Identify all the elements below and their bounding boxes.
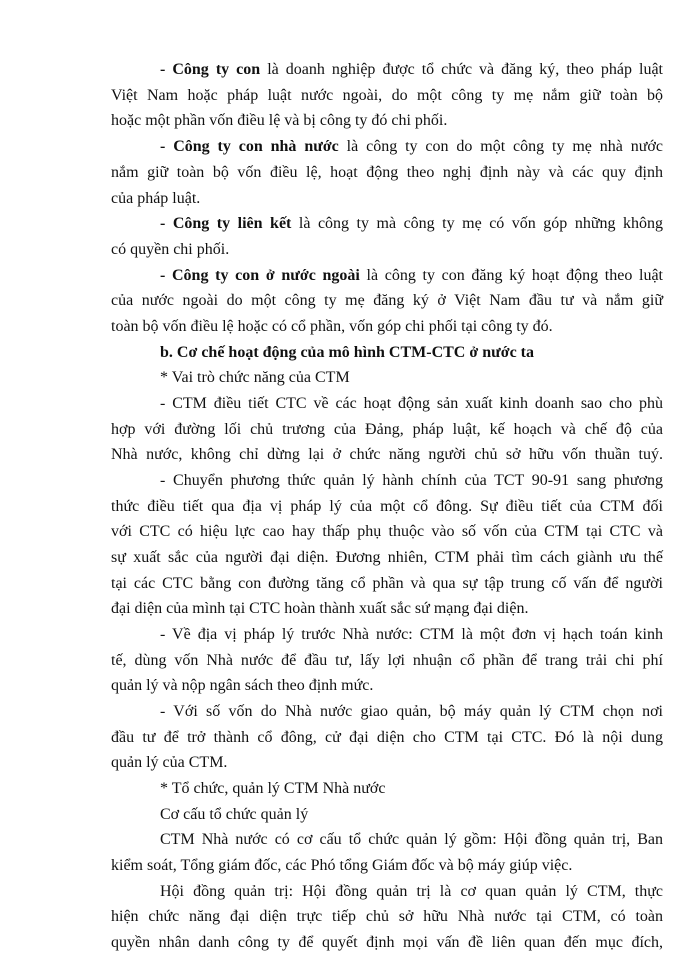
text-line xyxy=(111,548,663,568)
text-segment: * Vai trò chức năng của CTM xyxy=(160,369,350,386)
text-line xyxy=(111,574,663,594)
text-line xyxy=(111,163,663,183)
text-segment: hoặc một phần vốn điều lệ và bị công ty đó chi phối. xyxy=(111,112,448,129)
text-segment: của pháp luật. xyxy=(111,190,201,207)
text-segment: thức điều tiết qua địa vị pháp lý của một cổ đông. Sự điều tiết của CTM đối xyxy=(111,498,663,515)
text-line xyxy=(111,240,663,260)
text-line xyxy=(160,266,663,286)
text-segment: - Chuyển phương thức quản lý hành chính của TCT 90-91 sang phương xyxy=(160,472,663,489)
text-line xyxy=(111,522,663,542)
text-segment: hợp với đường lối chủ trương của Đảng, pháp luật, kế hoạch và chế độ của xyxy=(111,421,663,438)
text-line xyxy=(111,497,663,517)
text-line xyxy=(111,111,663,131)
text-line xyxy=(111,445,663,465)
text-segment: là công ty con do một công ty mẹ nhà nước xyxy=(338,138,663,155)
text-segment: có quyền chi phối. xyxy=(111,241,230,258)
text-line xyxy=(111,856,663,876)
text-segment: - Với số vốn do Nhà nước giao quản, bộ máy quản lý CTM chọn nơi xyxy=(160,703,663,720)
text-line xyxy=(160,625,663,645)
text-line xyxy=(111,753,663,773)
bold-term: - Công ty liên kết xyxy=(160,215,292,232)
text-segment: kiểm soát, Tổng giám đốc, các Phó tổng Giám đốc và bộ máy giúp việc. xyxy=(111,857,573,874)
text-line xyxy=(160,368,663,388)
text-line xyxy=(160,830,663,850)
text-line xyxy=(111,86,663,106)
text-segment: tại các CTC bằng con đường tăng cổ phần và qua sự tập trung cố vấn để người xyxy=(111,575,663,592)
text-segment: Việt Nam hoặc pháp luật nước ngoài, do một công ty mẹ nắm giữ toàn bộ xyxy=(111,87,663,104)
text-segment: Hội đồng quản trị: Hội đồng quản trị là cơ quan quản lý CTM, thực xyxy=(160,883,663,900)
text-line xyxy=(111,933,663,953)
text-line xyxy=(111,651,663,671)
text-line xyxy=(160,882,663,902)
text-segment: * Tổ chức, quản lý CTM Nhà nước xyxy=(160,780,386,797)
text-line xyxy=(111,189,663,209)
bold-term: - Công ty con xyxy=(160,61,261,78)
text-line xyxy=(160,471,663,491)
text-segment: sự xuất sắc của người đại diện. Đương nhiên, CTM phải tìm cách giành ưu thế xyxy=(111,549,663,566)
text-segment: toàn bộ vốn điều lệ hoặc có cổ phần, vốn góp chi phối tại công ty đó. xyxy=(111,318,553,335)
text-line xyxy=(160,394,663,414)
text-line xyxy=(111,317,663,337)
text-line xyxy=(160,779,663,799)
text-line xyxy=(160,60,663,80)
text-segment: quyền nhân danh công ty để quyết định mọi vấn đề liên quan đến mục đích, xyxy=(111,934,663,951)
text-segment: tế, dùng vốn Nhà nước để đầu tư, lấy lợi nhuận cổ phần để trang trải chi phí xyxy=(111,652,663,669)
text-segment: nắm giữ toàn bộ vốn điều lệ, hoạt động theo nghị định này và các quy định xyxy=(111,164,663,181)
text-line xyxy=(160,214,663,234)
text-segment: là doanh nghiệp được tổ chức và đăng ký, theo pháp luật xyxy=(260,61,664,78)
text-segment: Nhà nước, không chỉ dừng lại ở chức năng người chủ sở hữu vốn thuần tuý. xyxy=(111,446,663,463)
text-segment: đầu tư để trở thành cổ đông, cử đại diện cho CTM tại CTC. Đó là nội dung xyxy=(111,729,663,746)
text-segment: quản lý và nộp ngân sách theo định mức. xyxy=(111,677,374,694)
text-line xyxy=(111,291,663,311)
text-segment: - Về địa vị pháp lý trước Nhà nước: CTM là một đơn vị hạch toán kinh xyxy=(160,626,663,643)
text-line xyxy=(111,599,663,619)
bold-term: - Công ty con nhà nước xyxy=(160,138,339,155)
text-line xyxy=(111,420,663,440)
text-line xyxy=(111,728,663,748)
bold-term: b. Cơ chế hoạt động của mô hình CTM-CTC ở nước ta xyxy=(160,344,534,361)
text-segment: với CTC có hiệu lực cao hay thấp phụ thuộc vào số vốn của CTM tại CTC và xyxy=(111,523,663,540)
text-segment: CTM Nhà nước có cơ cấu tổ chức quản lý gồm: Hội đồng quản trị, Ban xyxy=(160,831,663,848)
text-line xyxy=(111,676,663,696)
text-segment: của nước ngoài do một công ty mẹ đăng ký ở Việt Nam đầu tư và nắm giữ xyxy=(111,292,663,309)
text-line xyxy=(160,805,663,825)
section-heading xyxy=(160,343,663,363)
text-line xyxy=(160,702,663,722)
text-segment: là công ty mà công ty mẹ có vốn góp những không xyxy=(291,215,663,232)
text-segment: đại diện của mình tại CTC hoàn thành xuất sắc sứ mạng đại diện. xyxy=(111,600,529,617)
text-line xyxy=(160,137,663,157)
text-segment: là công ty con đăng ký hoạt động theo luật xyxy=(359,267,663,284)
text-segment: Cơ cấu tổ chức quản lý xyxy=(160,806,309,823)
text-segment: - CTM điều tiết CTC về các hoạt động sản xuất kinh doanh sao cho phù xyxy=(160,395,663,412)
text-line xyxy=(111,907,663,927)
text-segment: hiện chức năng đại diện trực tiếp chủ sở hữu Nhà nước tại CTM, có toàn xyxy=(111,908,663,925)
bold-term: - Công ty con ở nước ngoài xyxy=(160,267,360,284)
text-segment: quản lý của CTM. xyxy=(111,754,228,771)
